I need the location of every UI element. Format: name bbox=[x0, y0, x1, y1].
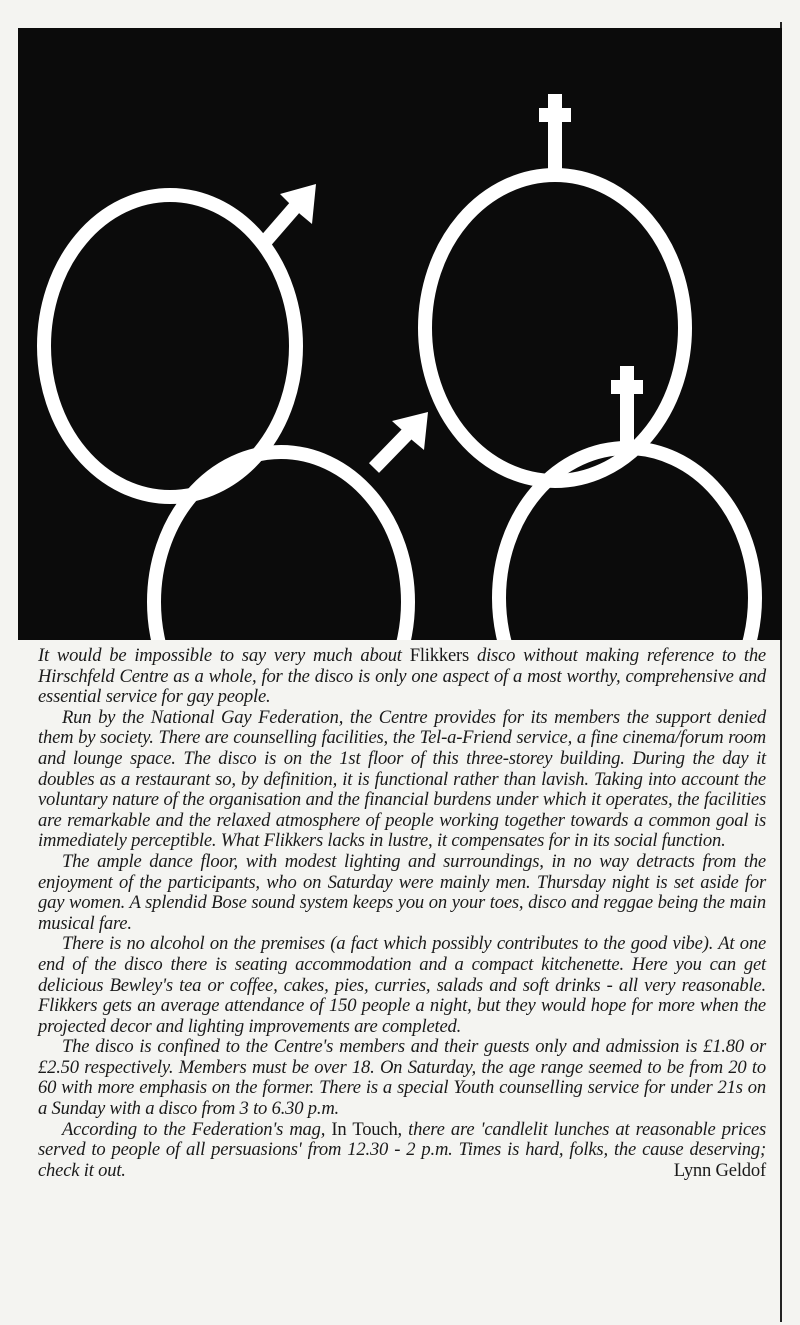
magazine-title: In Touch, bbox=[331, 1118, 402, 1140]
paragraph-4: There is no alcohol on the premises (a fact which possibly contributes to the good vibe). At one end of the disco there is seating accommodation and a compact kitchenette. Here you can get delicious Bewley's tea or coffee, cakes, pies, curries, salads and soft drinks - all very reasonable. Flikkers gets an average attendance of 150 people a night, but they would hope for more when the projected decor and lighting improvements are completed. bbox=[38, 933, 766, 1037]
female-symbol-icon-1 bbox=[425, 128, 685, 481]
male-symbol-icon-2 bbox=[154, 433, 408, 640]
paragraph-6: According to the Federation's mag, In Touch, there are 'candlelit lunches at reasonable prices served to people of all persuasions' from 12.30 - 2 p.m. Times is hard, folks, the cause deserving; check it out. Lynn Geldof bbox=[38, 1118, 766, 1181]
paragraph-1: It would be impossible to say very much about Flikkers disco without making reference to the Hirschfeld Centre as a whole, for the disco is only one aspect of a most worthy, comprehensive and essential service for gay people. bbox=[38, 645, 766, 708]
paragraph-3: The ample dance floor, with modest lighting and surroundings, in no way detracts from the enjoyment of the participants, who on Saturday were mainly men. Thursday night is set aside for gay women. A splendid Bose sound system keeps you on your toes, disco and reggae being the main musical fare. bbox=[38, 850, 766, 934]
gender-symbols-graphic bbox=[18, 28, 782, 640]
venue-name: Flikkers bbox=[409, 645, 470, 666]
article-body bbox=[38, 646, 766, 1181]
paragraph-2: Run by the National Gay Federation, the Centre provides for its members the support denied them by society. There are counselling facilities, the Tel-a-Friend service, a fine cinema/forum room and lounge space. The disco is on the 1st floor of this three-storey building. During the day it doubles as a restaurant so, by definition, it is functional rather than lavish. Taking into account the voluntary nature of the organisation and the financial burdens under which it operates, the facilities are remarkable and the relaxed atmosphere of people working together towards a common goal is immediately perceptible. What Flikkers lacks in lustre, it compensates for in its social function. bbox=[38, 706, 766, 852]
female-symbol-icon-2 bbox=[499, 398, 755, 640]
paragraph-5: The disco is confined to the Centre's members and their guests only and admission is £1.80 or £2.50 respectively. Members must be over 18. On Saturday, the age range seemed to be from 20 to 60 with more emphasis on the former. There is a special Youth counselling service for under 21s on a Sunday with a disco from 3 to 6.30 p.m. bbox=[38, 1036, 766, 1120]
author-byline: Lynn Geldof bbox=[673, 1159, 766, 1181]
gender-symbols-illustration bbox=[18, 28, 782, 640]
